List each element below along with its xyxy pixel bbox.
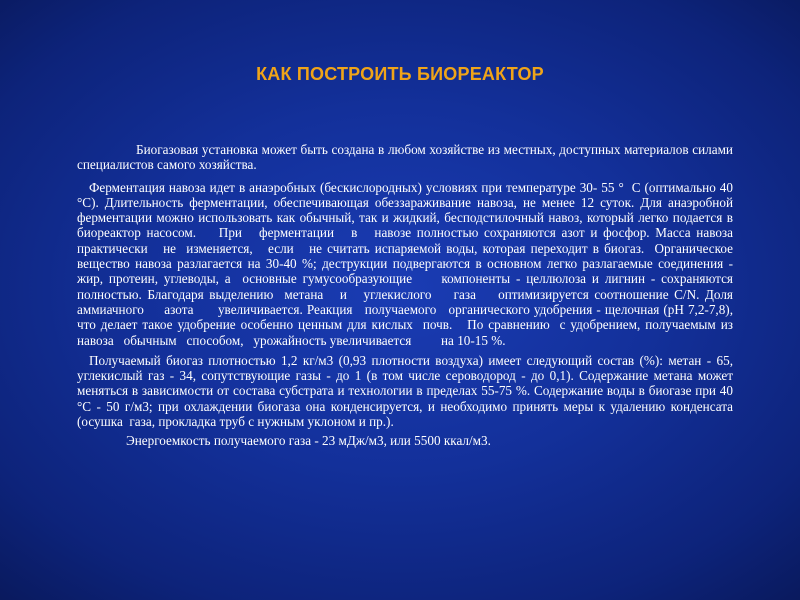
paragraph-intro: Биогазовая установка может быть создана в любом хозяйстве из местных, доступных материалов силами специалистов самого хозяйства. (77, 142, 737, 173)
slide-body (77, 142, 743, 452)
slide-title: КАК ПОСТРОИТЬ БИОРЕАКТОР (256, 64, 544, 84)
paragraph-energy: Энергоемкость получаемого газа - 23 мДж/м3, или 5500 ккал/м3. (126, 433, 491, 449)
paragraph-biogas-composition: Получаемый биогаз плотностью 1,2 кг/м3 (0,93 плотности воздуха) имеет следующий состав (%): метан - 65, углекислый газ - 34, сопутствующие газы - до 1 (в том числе сероводород - до 0,1). Содержание метана может меняться в зависимости от состава субстрата и технологии в пределах 55-75 %. Содержание воды в биогазе при 40 °C - 50 г/м3; при охлаждении биогаза она конденсируется, и необходимо принять меры к удалению конденсата (осушка газа, прокладка труб с нужным уклоном и пр.). (77, 352, 743, 430)
paragraph-fermentation: Ферментация навоза идет в анаэробных (бескислородных) условиях при температуре 30- 55 ° C (оптимально 40 °C). Длительность ферментации, обеспечивающая обеззараживание навоза, не менее 12 суток. Для анаэробной ферментации можно использовать как обычный, так и жидкий, бесподстилочный навоз, который легко подается в биореактор насосом. При ферментации в навозе полностью сохраняются азот и фосфор. Масса навоза практически не изменяется, если не считать испаряемой воды, которая переходит в биогаз. Органическое вещество навоза разлагается на 30-40 %; деструкции подвергаются в основном легко разлагаемые соединения - жир, протеин, углеводы, а основные гумусообразующие компоненты - целлюлоза и лигнин - сохраняются полностью. Благодаря выделению метана и углекислого газа оптимизируется соотношение C/N. Доля аммиачного азота увеличивается. Реакция получаемого органического удобрения - щелочная (pH 7,2-7,8), что делает такое удобрение особенно ценным для кислых почв. По сравнению с удобрением, получаемым из навоза обычным способом, урожайность увеличивается на 10-15 %. (77, 179, 737, 348)
